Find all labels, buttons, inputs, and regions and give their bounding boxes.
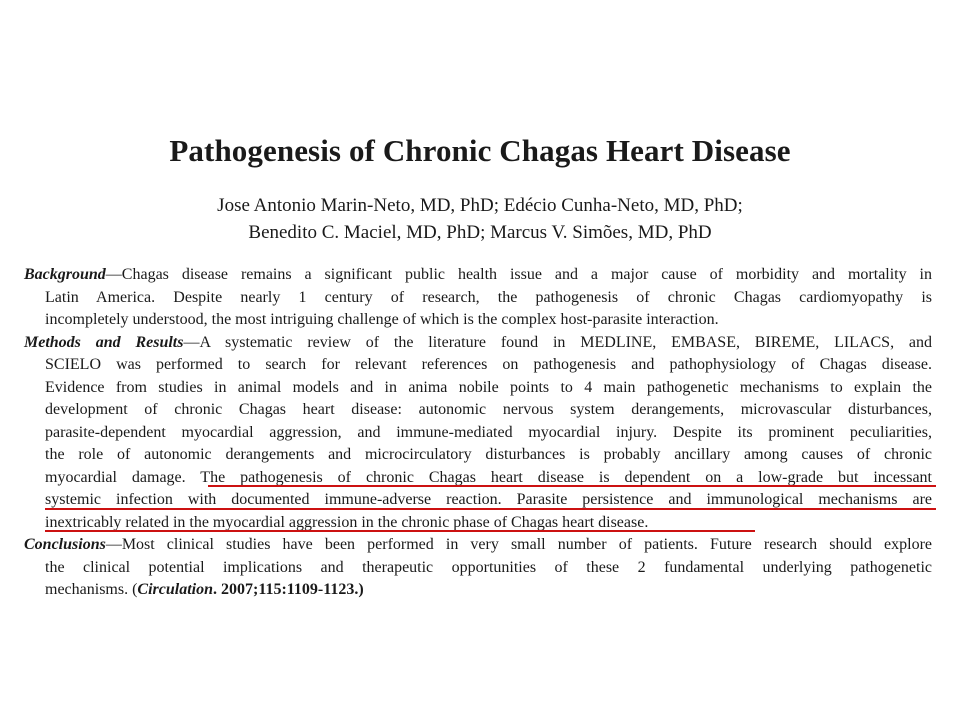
abstract-line xyxy=(24,264,932,287)
highlight-underline xyxy=(45,508,936,510)
abstract-line: SCIELO was performed to search for relevant references on pathogenesis and pathophysiology of Chagas disease. xyxy=(45,356,932,373)
background-text: —Chagas disease remains a significant public health issue and a major cause of morbidity and mortality in xyxy=(105,266,932,283)
abstract-line: incompletely understood, the most intriguing challenge of which is the complex host-parasite interaction. xyxy=(45,311,719,328)
abstract-line xyxy=(24,579,932,602)
abstract-line: inextricably related in the myocardial aggression in the chronic phase of Chagas heart disease. xyxy=(45,513,649,531)
abstract xyxy=(24,264,932,602)
abstract-line: Latin America. Despite nearly 1 century of research, the pathogenesis of chronic Chagas cardiomyopathy is xyxy=(45,288,932,306)
abstract-line: systemic infection with documented immune-adverse reaction. Parasite persistence and immunological mechanisms are xyxy=(45,491,932,508)
abstract-line: myocardial damage. The pathogenesis of chronic Chagas heart disease is dependent on a low-grade but incessant xyxy=(45,468,932,486)
methods-text: —A systematic review of the literature found in MEDLINE, EMBASE, BIREME, LILACS, and xyxy=(183,333,933,351)
background-heading: Background xyxy=(24,266,106,283)
abstract-line: development of chronic Chagas heart disease: autonomic nervous system derangements, microvascular disturbances, xyxy=(45,401,932,418)
highlight-underline xyxy=(208,485,936,487)
abstract-line: Evidence from studies in animal models and in anima nobile points to 4 main pathogenetic mechanisms to explain the xyxy=(45,378,932,396)
abstract-line: parasite-dependent myocardial aggression, and immune-mediated myocardial injury. Despite its prominent peculiarities, xyxy=(45,423,932,441)
abstract-line xyxy=(24,332,932,355)
author-line: Benedito C. Maciel, MD, PhD; Marcus V. Simões, MD, PhD xyxy=(248,222,712,243)
author-list xyxy=(0,192,960,246)
abstract-line: the clinical potential implications and therapeutic opportunities of these 2 fundamental underlying pathogenetic xyxy=(45,558,932,576)
highlight-underline xyxy=(45,530,755,532)
abstract-line: the role of autonomic derangements and microcirculatory disturbances is probably ancillary among causes of chronic xyxy=(45,446,932,463)
methods-heading: Methods and Results xyxy=(24,333,184,351)
citation-details: . 2007;115:1109-1123.) xyxy=(213,581,364,598)
citation-journal: Circulation xyxy=(137,581,213,598)
author-line: Jose Antonio Marin-Neto, MD, PhD; Edécio Cunha-Neto, MD, PhD; xyxy=(217,195,743,216)
conclusions-text: —Most clinical studies have been performed in very small number of patients. Future research should explore xyxy=(105,536,932,553)
conclusions-text: mechanisms. ( xyxy=(45,581,138,598)
conclusions-heading: Conclusions xyxy=(24,536,106,553)
paper-title: Pathogenesis of Chronic Chagas Heart Disease xyxy=(169,133,791,168)
abstract-line xyxy=(24,534,932,557)
